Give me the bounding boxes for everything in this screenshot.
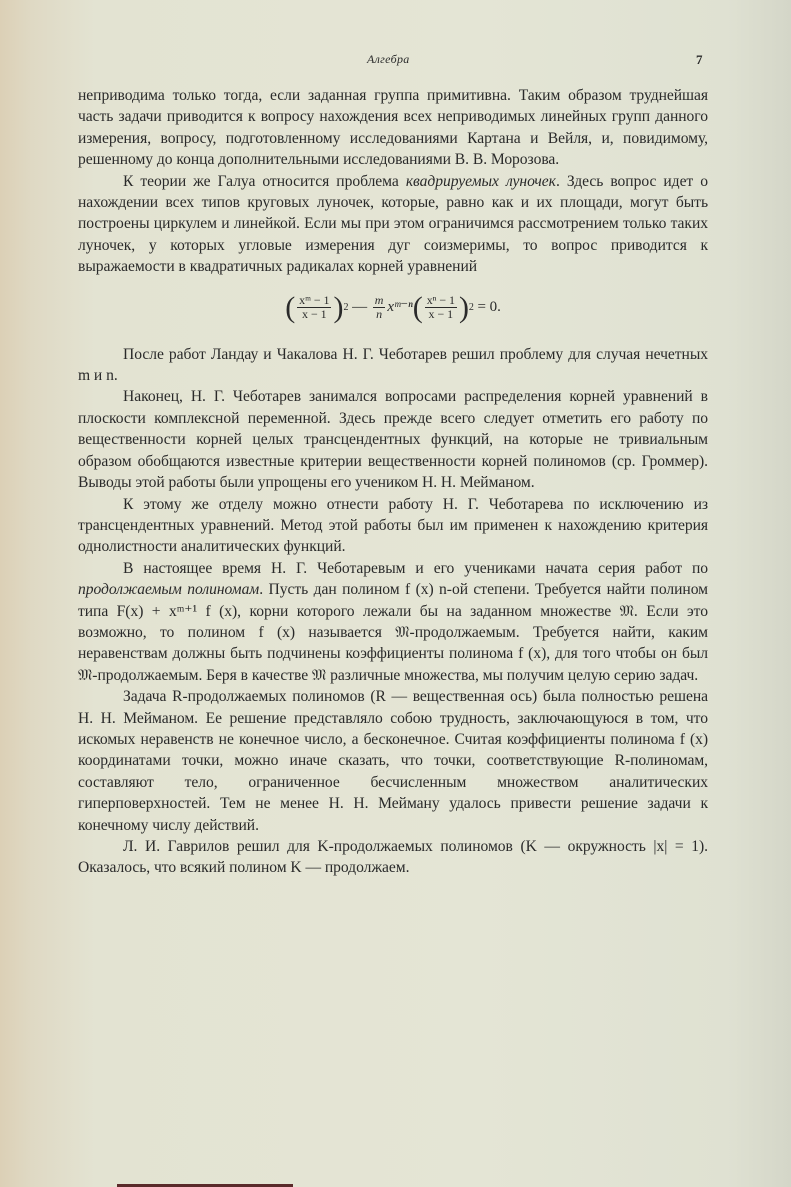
paragraph: К этому же отделу можно отнести работу Н. Г. Чеботарева по исключению из трансцендентных уравнений. Метод этой работы был им применен к нахождению критерия однолистности аналитических функций.	[78, 495, 708, 556]
fraction: $\frac{\text{xᵐ − 1}}{x - 1}$	[299, 293, 330, 322]
paragraph: Наконец, Н. Г. Чеботарев занимался вопросами распределения корней уравнений в плоскости комплексной переменной. Здесь прежде всего следует отметить его работу по вещественности корней целых трансцендентных функций, на которые не тривиальным образом обобщаются известные критерии вещественности корней полиномов (ср. Громмер). Выводы этой работы были упрощены его учеником Н. Н. Мейманом.	[78, 388, 708, 492]
fraction: $\frac{m}{n}$	[374, 293, 384, 322]
running-title: Алгебра	[367, 52, 410, 66]
body-text	[78, 85, 708, 879]
paragraph: Задача R-продолжаемых полиномов (R — вещественная ось) была полностью решена Н. Н. Мейманом. Ее решение представляло собою трудность, заключающуюся в том, что искомых неравенств не конечное число, а бесконечное. Считая коэффициенты полинома f (x) координатами точки, можно иначе сказать, что точки, соответствующие R-полиномам, составляют тело, ограниченное бесчисленным множеством аналитических гиперповерхностей. Тем не менее Н. Н. Мейману удалось привести решение задачи к конечному числу действий.	[78, 688, 708, 834]
paragraph: К теории же Галуа относится проблема квадрируемых луночек. Здесь вопрос идет о нахождении всех типов круговых луночек, которые, равно как и их площади, могут быть построены циркулем и линейкой. Если мы при этом ограничимся рассмотрением только таких луночек, у которых угловые измерения дуг соизмеримы, то вопрос приводится к выражаемости в квадратичных радикалах корней уравнений	[78, 172, 708, 276]
equation: ( $\frac{\text{xᵐ − 1}}{x - 1}$ ) 2 — $\frac{m}{n}$ xᵐ⁻ⁿ ( $\frac{\text{xⁿ − 1}}{x - 1}$ ) 2 = 0.	[285, 290, 501, 324]
paragraph: неприводима только тогда, если заданная группа примитивна. Таким образом труднейшая часть задачи приводится к вопросу нахождения всех неприводимых линейных групп данного измерения, вопросу, подготовленному исследованиями Картана и Вейля, и, повидимому, решенному до конца дополнительными исследованиями В. В. Морозова.	[78, 87, 708, 169]
page-number: 7	[696, 52, 703, 67]
running-head	[0, 52, 791, 72]
emphasis: квадрируемых луночек	[405, 172, 556, 190]
paragraph: Л. И. Гаврилов решил для K-продолжаемых полиномов (K — окружность |x| = 1). Оказалось, что всякий полином K — продолжаем.	[78, 838, 708, 877]
fraction: $\frac{\text{xⁿ − 1}}{x - 1}$	[426, 293, 455, 322]
paragraph: В настоящее время Н. Г. Чеботаревым и его учениками начата серия работ по продолжаемым полиномам. Пусть дан полином f (x) n-ой степени. Требуется найти полином типа F(x) + xᵐ⁺¹ f (x), корни которого лежали бы на заданном множестве 𝔐. Если это возможно, то полином f (x) называется 𝔐-продолжаемым. Требуется найти, каким неравенствам должны быть подчинены коэффициенты полинома f (x), для того чтобы он был 𝔐-продолжаемым. Беря в качестве 𝔐 различные множества, мы получим целую серию задач.	[78, 559, 708, 684]
emphasis: продолжаемым полиномам	[78, 581, 260, 599]
paragraph: После работ Ландау и Чакалова Н. Г. Чеботарев решил проблему для случая нечетных m и n.	[78, 345, 708, 385]
